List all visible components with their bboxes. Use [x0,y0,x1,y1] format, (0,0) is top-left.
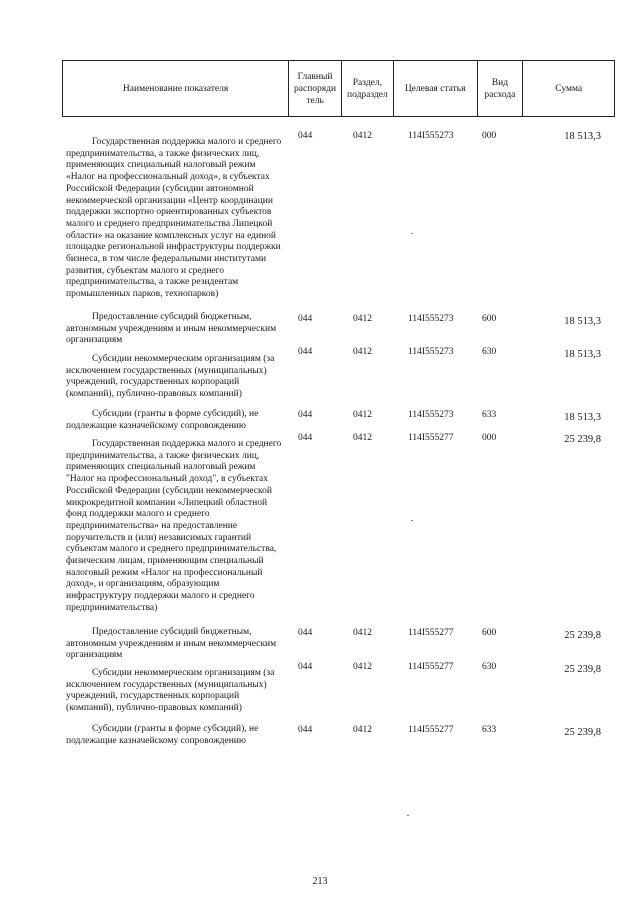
header-section: Раздел, подраздел [341,61,393,116]
row-section: 0412 [353,725,372,735]
row-main: 044 [298,433,313,443]
row-sum: 18 513,3 [564,316,601,327]
row-sum: 18 513,3 [564,349,601,360]
row-main: 044 [298,410,313,420]
row-main: 044 [298,131,313,141]
row-kind: 600 [482,628,497,638]
row-target: 114I555277 [408,628,454,638]
row-target: 114I555277 [408,662,454,672]
header-expense-kind: Вид расхода [477,61,523,116]
row-section: 0412 [353,410,372,420]
row-target: 114I555273 [408,314,454,324]
row-section: 0412 [353,314,372,324]
row-name: Субсидии некоммерческим организациям (за исключением государственных (муниципальных) учреждений, государственных корпораций (компаний), публично-правовых компаний) [66,354,275,400]
scan-speck [407,815,409,816]
table-header [62,60,615,117]
scan-speck [411,233,413,234]
row-sum: 25 239,8 [564,727,601,738]
row-kind: 633 [482,410,497,420]
row-sum: 18 513,3 [564,131,601,142]
row-name: Субсидии (гранты в форме субсидий), не подлежащие казначейскому сопровождению [66,724,259,746]
row-kind: 630 [482,347,497,357]
row-kind: 000 [482,131,497,141]
row-sum: 25 239,8 [564,664,601,675]
row-name: Государственная поддержка малого и среднего предпринимательства, а также физических лиц, применяющих специальный налоговый режим "Налог на профессиональный доход", в субъектах Российской Федерации (субсидии некоммерческой микрокредитной компании «Липецкий областной фонд поддержки малого и среднего предпринимательства» на предоставление поручительств и (или) независимых гарантий субъектам малого и среднего предпринимательства, физическим лицам, применяющим специальный налоговый режим «Налог на профессиональный доход», и организациям, образующим инфраструктуру поддержки малого и среднего предпринимательства) [66,439,282,613]
row-target: 114I555273 [408,131,454,141]
row-name: Предоставление субсидий бюджетным, автономным учреждениям и иным некоммерческим организациям [66,312,277,346]
row-main: 044 [298,314,313,324]
row-kind: 000 [482,433,497,443]
row-name: Субсидии (гранты в форме субсидий), не подлежащие казначейскому сопровождению [66,409,259,431]
header-main-manager: Главный распоряди тель [288,61,341,116]
row-kind: 630 [482,662,497,672]
row-kind: 600 [482,314,497,324]
row-target: 114I555277 [408,725,454,735]
row-main: 044 [298,347,313,357]
row-main: 044 [298,725,313,735]
row-section: 0412 [353,662,372,672]
row-main: 044 [298,628,313,638]
row-name: Субсидии некоммерческим организациям (за исключением государственных (муниципальных) учреждений, государственных корпораций (компаний), публично-правовых компаний) [66,668,275,714]
row-section: 0412 [353,628,372,638]
page-number: 213 [312,876,328,887]
row-name: Государственная поддержка малого и среднего предпринимательства, а также физических лиц, применяющих специальный налоговый режим «Налог на профессиональный доход», в субъектах Российской Федерации (субсидии автономной некоммерческой организации «Центр координации поддержки экспортно ориентированных субъектов малого и среднего предпринимательства Липецкой области» на оказание комплексных услуг на единой площадке региональной инфраструктуры поддержки бизнеса, в том числе федеральными институтами развития, субъектам малого и среднего предпринимательства, а также резидентам промышленных парков, технопарков) [66,137,282,300]
row-target: 114I555273 [408,410,454,420]
header-name: Наименование показателя [122,83,229,94]
row-name: Предоставление субсидий бюджетным, автономным учреждениям и иным некоммерческим организациям [66,627,277,661]
row-sum: 25 239,8 [564,630,601,641]
row-section: 0412 [353,433,372,443]
row-sum: 25 239,8 [564,434,601,445]
row-main: 044 [298,662,313,672]
row-section: 0412 [353,347,372,357]
header-sum: Сумма [522,61,614,116]
scan-speck [411,520,413,521]
row-target: 114I555277 [408,433,454,443]
row-kind: 633 [482,725,497,735]
row-target: 114I555273 [408,347,454,357]
row-section: 0412 [353,131,372,141]
header-target-article: Целевая статья [393,61,477,116]
row-sum: 18 513,3 [564,412,601,423]
